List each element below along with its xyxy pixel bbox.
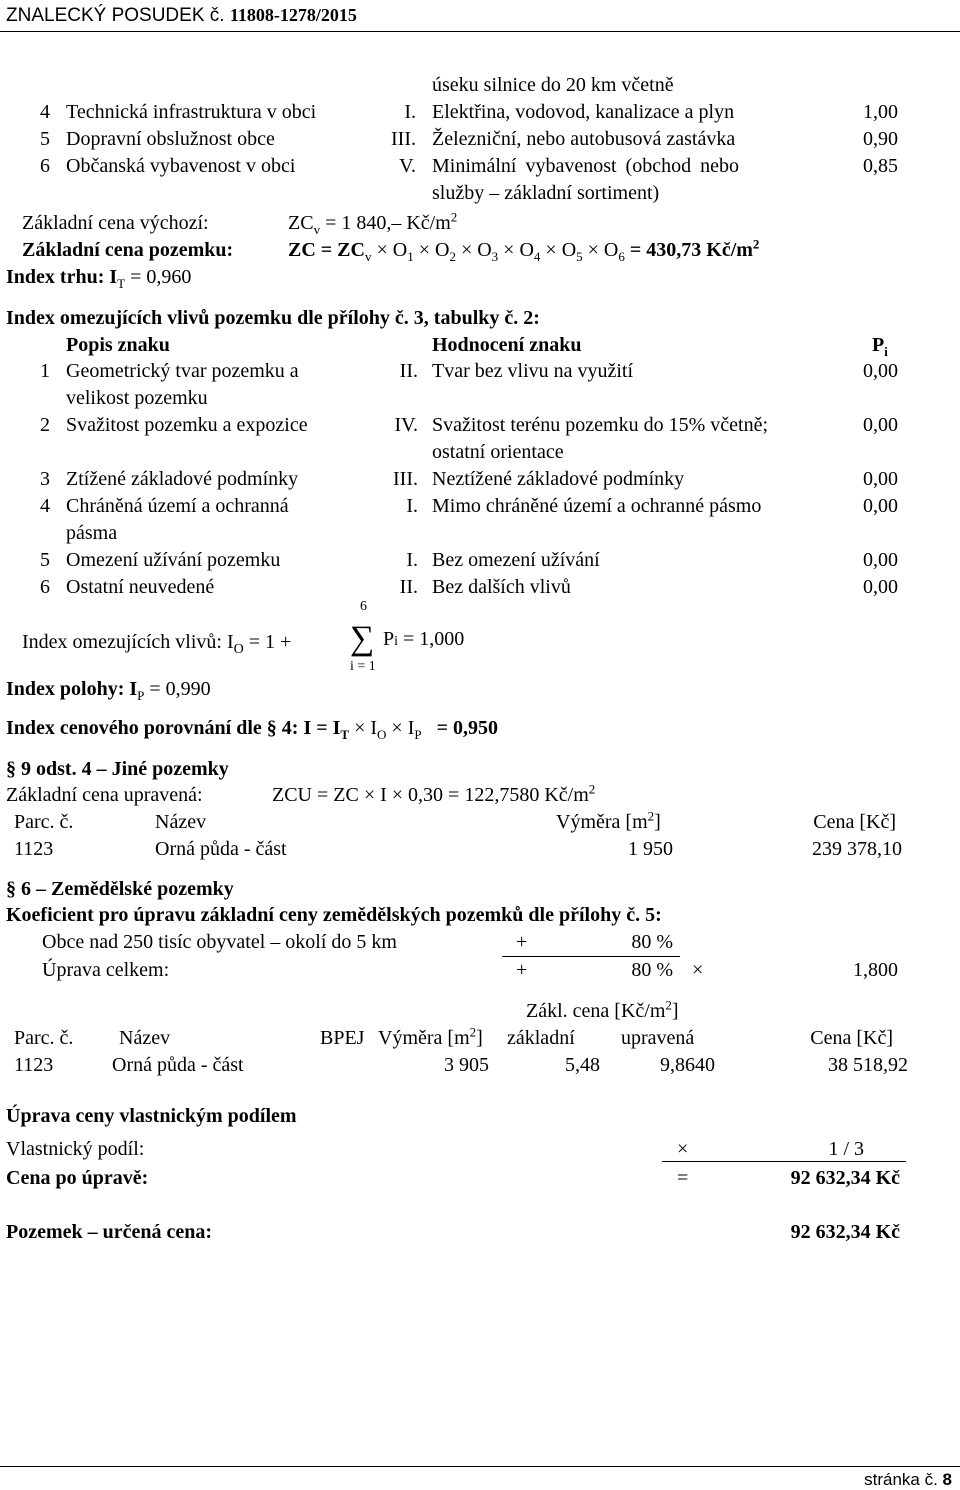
agri-header-price: Cena [Kč] [810, 1027, 893, 1049]
other-land-title: § 9 odst. 4 – Jiné pozemky [6, 758, 229, 780]
market-index: Index trhu: $I_T = 0,960$ [6, 266, 192, 291]
agri-total-label: Úprava celkem: [42, 959, 170, 981]
agri-header-parcel: Parc. č. [14, 1027, 74, 1049]
restriction-eval-cont: ostatní orientace [432, 441, 564, 463]
restriction-name-cont: velikost pozemku [66, 387, 208, 409]
location-value: 1,00 [863, 101, 898, 123]
restriction-num: 5 [40, 549, 50, 571]
agri-price: 38 518,92 [828, 1054, 908, 1076]
agri-header-adjusted: upravená [621, 1027, 695, 1049]
agri-name: Orná půda - část [112, 1054, 244, 1076]
comparison-index: Index cenového porovnání dle § 4: $I = I_T \times I_O \times I_P$ = 0,950 [6, 717, 499, 742]
other-land-header-area: Výměra $[m^2]$ [556, 808, 661, 833]
restriction-eval: Neztížené základové podmínky [432, 468, 685, 490]
agri-base: 5,48 [565, 1054, 600, 1076]
ownership-share-value: 1 / 3 [828, 1138, 864, 1160]
agri-parcel: 1123 [14, 1054, 54, 1076]
ownership-share-op: × [677, 1138, 689, 1160]
restriction-value: 0,00 [863, 549, 898, 571]
location-value: 0,90 [863, 128, 898, 150]
restriction-value: 0,00 [863, 414, 898, 436]
page-header [6, 4, 357, 27]
restriction-grade: IV. [394, 414, 418, 436]
header-rule [0, 31, 960, 32]
agri-total-coef: 1,800 [853, 959, 898, 981]
restriction-name-cont: pásma [66, 522, 118, 544]
restriction-grade: I. [406, 549, 418, 571]
agri-area: 3 905 [444, 1054, 489, 1076]
restriction-name: Svažitost pozemku a expozice [66, 414, 308, 436]
adjusted-price-label: Základní cena upravená: [6, 784, 203, 806]
restriction-num: 2 [40, 414, 50, 436]
restriction-name: Ztížené základové podmínky [66, 468, 299, 490]
agri-total-times: × [692, 959, 704, 981]
location-num: 4 [40, 101, 50, 123]
agri-total-op: + [516, 959, 528, 981]
sum-term: Pi = 1,000 [383, 628, 465, 650]
restriction-grade: III. [393, 468, 418, 490]
restriction-grade: II. [399, 576, 418, 598]
restriction-eval: Bez omezení užívání [432, 549, 600, 571]
ownership-after-label: Cena po úpravě: [6, 1167, 149, 1189]
other-land-header-price: Cena [Kč] [813, 811, 896, 833]
other-land-name: Orná půda - část [155, 838, 287, 860]
header-number: 11808-1278/2015 [229, 5, 357, 25]
land-price-formula: ZC = $ZC_v \times O_1 \times O_2 \times O_3 \times O_4 \times O_5 \times O_6 = 430,73$ $Kč/m^2$ [288, 236, 760, 264]
restriction-grade: I. [406, 495, 418, 517]
agri-price-group: Zákl. cena $[Kč/m^2]$ [526, 997, 679, 1022]
location-desc: Železniční, nebo autobusová zastávka [432, 128, 736, 150]
agri-coef-op: + [516, 931, 528, 953]
agri-header-base: základní [507, 1027, 575, 1049]
sum-upper: 6 [360, 599, 367, 614]
agri-header-area: Výměra $[m^2]$ [378, 1024, 483, 1049]
agri-total-value: 80 % [631, 959, 673, 981]
restrictions-header-eval: Hodnocení znaku [432, 334, 582, 356]
location-desc: Minimální vybavenost (obchod nebo [432, 155, 739, 177]
restriction-eval: Mimo chráněné území a ochranné pásmo [432, 495, 762, 517]
location-num: 5 [40, 128, 50, 150]
location-name: Technická infrastruktura v obci [66, 101, 317, 123]
restriction-grade: II. [399, 360, 418, 382]
location-grade: V. [399, 155, 416, 177]
restriction-value: 0,00 [863, 495, 898, 517]
agri-coef-title: Koeficient pro úpravu základní ceny zemědělských pozemků dle přílohy č. 5: [6, 904, 662, 926]
restriction-value: 0,00 [863, 576, 898, 598]
location-grade: III. [391, 128, 416, 150]
restriction-value: 0,00 [863, 360, 898, 382]
location-value: 0,85 [863, 155, 898, 177]
restriction-name: Omezení užívání pozemku [66, 549, 281, 571]
restrictions-header-desc: Popis znaku [66, 334, 170, 356]
land-price-label: Základní cena pozemku: [22, 239, 234, 261]
page-number: stránka č. 8 [864, 1470, 952, 1489]
ownership-after-op: = [677, 1167, 689, 1189]
location-num: 6 [40, 155, 50, 177]
restrictions-title: Index omezujících vlivů pozemku dle přílohy č. 3, tabulky č. 2: [6, 307, 540, 329]
final-price-value: 92 632,34 Kč [790, 1221, 900, 1243]
other-land-header-parcel: Parc. č. [14, 811, 74, 833]
restriction-value: 0,00 [863, 468, 898, 490]
agri-land-title: § 6 – Zemědělské pozemky [6, 878, 234, 900]
restriction-num: 3 [40, 468, 50, 490]
ownership-after-value: 92 632,34 Kč [790, 1167, 900, 1189]
restrictions-index-formula: Index omezujících vlivů: $I_O = 1$ + [22, 631, 292, 657]
location-desc: Elektřina, vodovod, kanalizace a plyn [432, 101, 735, 123]
restriction-num: 6 [40, 576, 50, 598]
restriction-eval: Bez dalších vlivů [432, 576, 571, 598]
other-land-price: 239 378,10 [812, 838, 902, 860]
ownership-share-label: Vlastnický podíl: [6, 1138, 145, 1160]
agri-coef-label: Obce nad 250 tisíc obyvatel – okolí do 5 km [42, 931, 397, 953]
ownership-rule [662, 1161, 906, 1162]
restriction-num: 1 [40, 360, 50, 382]
restriction-eval: Svažitost terénu pozemku do 15% včetně; [432, 414, 769, 436]
agri-coef-value: 80 % [631, 931, 673, 953]
final-price-label: Pozemek – určená cena: [6, 1221, 213, 1243]
restriction-num: 4 [40, 495, 50, 517]
position-index: Index polohy: $I_P = 0,990$ [6, 678, 211, 703]
restriction-name: Ostatní neuvedené [66, 576, 215, 598]
base-price-label: Základní cena výchozí: [22, 212, 209, 234]
restriction-name: Chráněná území a ochranná [66, 495, 289, 517]
other-land-area: 1 950 [628, 838, 673, 860]
restriction-eval: Tvar bez vlivu na využití [432, 360, 634, 382]
restrictions-header-p: $P_i$ [872, 334, 888, 359]
header-title: ZNALECKÝ POSUDEK č. [6, 5, 225, 26]
restriction-name: Geometrický tvar pozemku a [66, 360, 299, 382]
agri-header-name: Název [119, 1027, 171, 1049]
adjusted-price-formula: ZCU = ZC × I × 0,30 = 122,7580 $Kč/m^2$ [272, 781, 596, 806]
location-grade: I. [404, 101, 416, 123]
footer-rule [0, 1466, 960, 1467]
location-name: Občanská vybavenost v obci [66, 155, 296, 177]
other-land-parcel: 1123 [14, 838, 54, 860]
sum-lower: i = 1 [350, 659, 376, 674]
ownership-title: Úprava ceny vlastnickým podílem [6, 1105, 297, 1127]
agri-header-bpej: BPEJ [320, 1027, 365, 1049]
base-price-value: $ZC_v = 1$ 840,– $Kč/m^2$ [288, 209, 458, 237]
location-name: Dopravní obslužnost obce [66, 128, 275, 150]
location-desc-cont: úseku silnice do 20 km včetně [432, 74, 674, 96]
agri-coef-rule [502, 956, 680, 957]
other-land-header-name: Název [155, 811, 207, 833]
location-desc-cont: služby – základní sortiment) [432, 182, 660, 204]
sum-symbol: ∑ [350, 620, 375, 657]
agri-adjusted: 9,8640 [660, 1054, 715, 1076]
